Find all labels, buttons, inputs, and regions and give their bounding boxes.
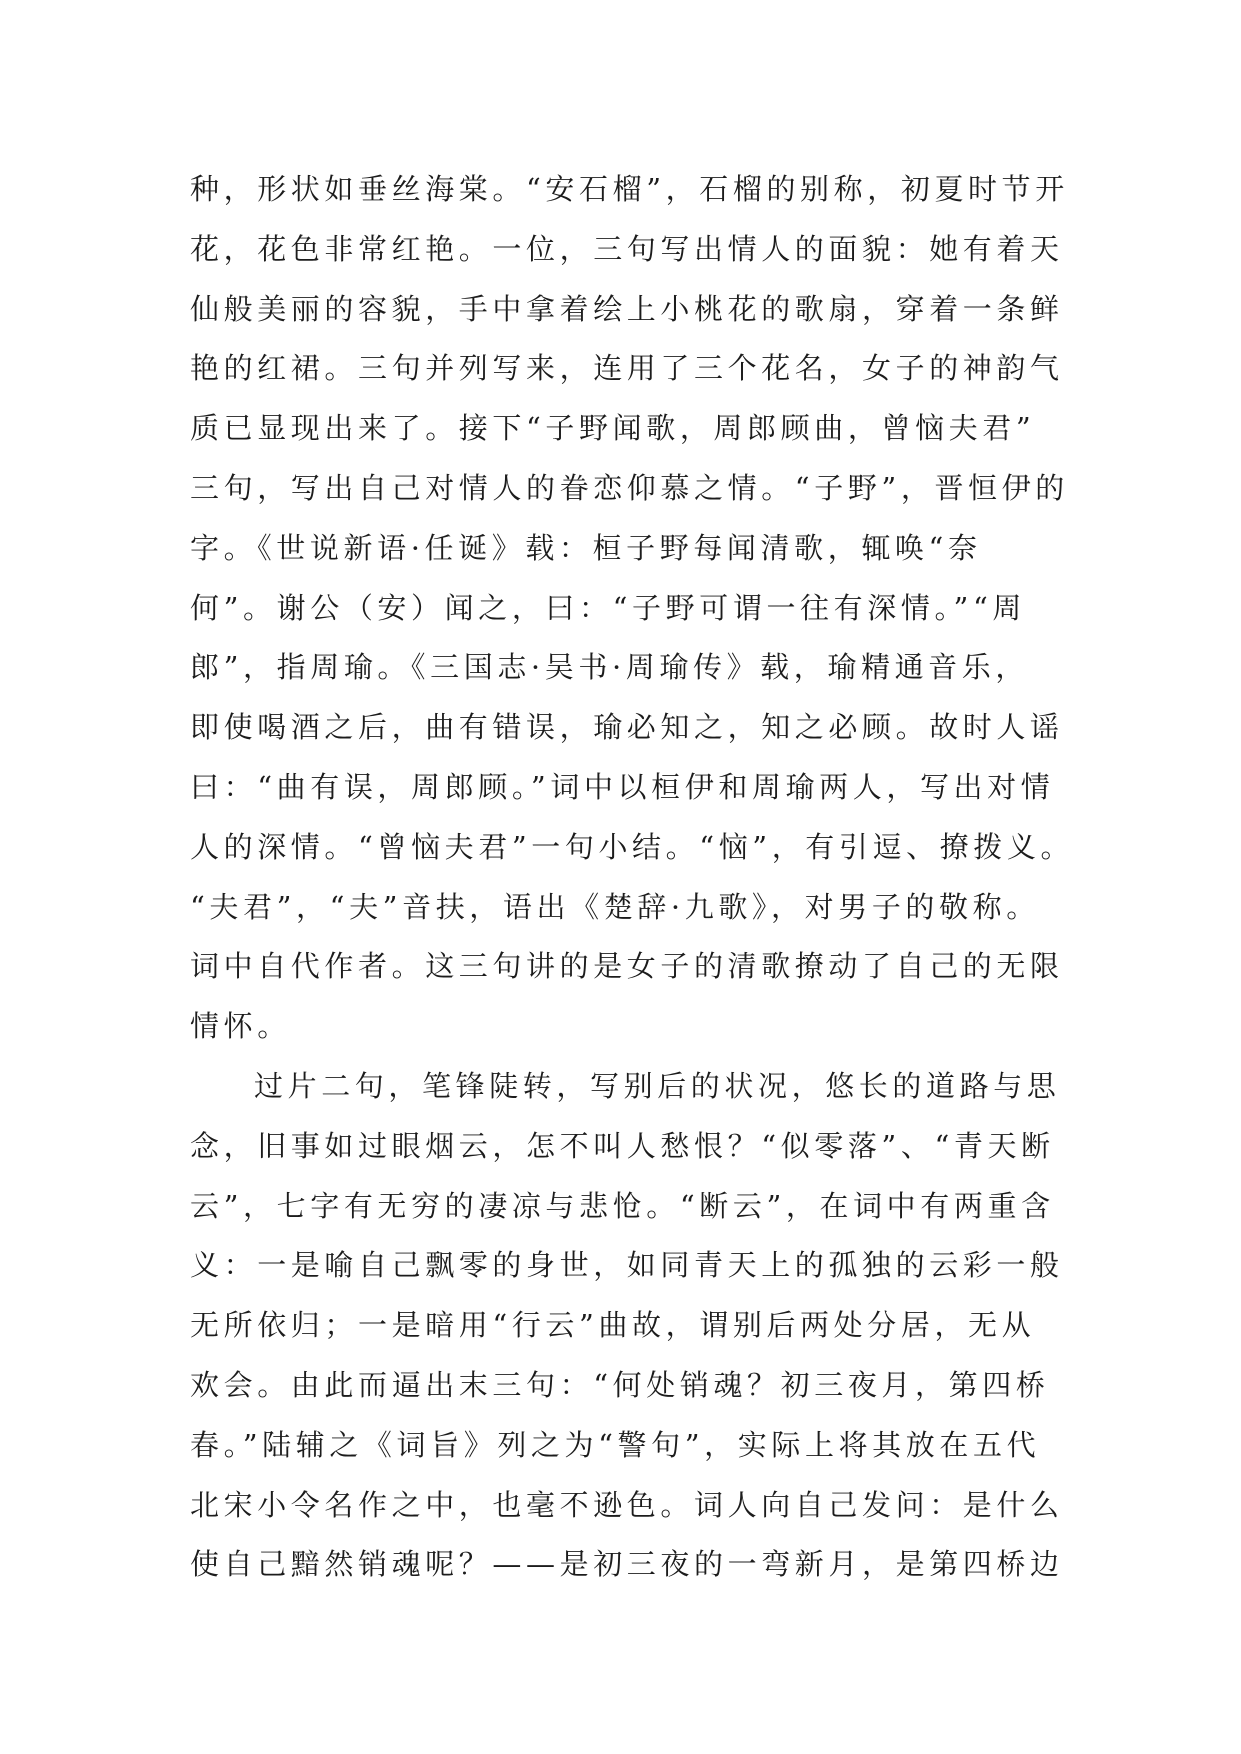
text-line: 欢会。由此而逼出末三句：“何处销魂？初三夜月，第四桥 (190, 1367, 1050, 1402)
text-line: 念，旧事如过眼烟云，怎不叫人愁恨？“似零落”、“青天断 (190, 1128, 1055, 1163)
text-line: 使自己黯然销魂呢？——是初三夜的一弯新月，是第四桥边 (190, 1547, 1064, 1582)
text-line: 北宋小令名作之中，也毫不逊色。词人向自己发问：是什么 (190, 1487, 1064, 1522)
paragraph-start-line: 过片二句，笔锋陡转，写别后的状况，悠长的道路与思 (254, 1068, 1061, 1103)
body-text (190, 160, 1090, 1595)
text-line: 三句，写出自己对情人的眷恋仰慕之情。“子野”，晋恒伊的 (190, 470, 1069, 505)
text-line: 云”，七字有无穷的凄凉与悲怆。“断云”，在词中有两重含 (190, 1188, 1055, 1223)
text-line: 情怀。 (190, 1009, 291, 1044)
text-line: 人的深情。“曾恼夫君”一句小结。“恼”，有引逗、撩拨义。 (190, 829, 1075, 864)
text-line: 曰：“曲有误，周郎顾。”词中以桓伊和周瑜两人，写出对情 (190, 769, 1055, 804)
text-line: 郎”，指周瑜。《三国志·吴书·周瑜传》载，瑜精通音乐， (190, 650, 1029, 685)
text-line: 字。《世说新语·任诞》载：桓子野每闻清歌，辄唤“奈 (190, 530, 982, 565)
text-line: 词中自代作者。这三句讲的是女子的清歌撩动了自己的无限 (190, 949, 1064, 984)
text-line: 即使喝酒之后，曲有错误，瑜必知之，知之必顾。故时人谣 (190, 710, 1064, 745)
text-line: 义：一是喻自己飘零的身世，如同青天上的孤独的云彩一般 (190, 1248, 1064, 1283)
text-line: 种，形状如垂丝海棠。“安石榴”，石榴的别称，初夏时节开 (190, 172, 1069, 206)
text-line: 春。”陆辅之《词旨》列之为“警句”，实际上将其放在五代 (190, 1427, 1041, 1462)
text-line: “夫君”，“夫”音扶，语出《楚辞·九歌》，对男子的敬称。 (190, 889, 1040, 924)
text-line: 无所依归；一是暗用“行云”曲故，谓别后两处分居，无从 (190, 1308, 1036, 1343)
text-line: 艳的红裙。三句并列写来，连用了三个花名，女子的神韵气 (190, 351, 1064, 386)
text-line: 花，花色非常红艳。一位，三句写出情人的面貌：她有着天 (190, 231, 1064, 266)
text-line: 仙般美丽的容貌，手中拿着绘上小桃花的歌扇，穿着一条鲜 (190, 291, 1064, 326)
text-line: 质已显现出来了。接下“子野闻歌，周郎顾曲，曾恼夫君” (190, 411, 1036, 446)
text-line: 何”。谢公（安）闻之，曰：“子野可谓一往有深情。”“周 (190, 590, 1027, 625)
